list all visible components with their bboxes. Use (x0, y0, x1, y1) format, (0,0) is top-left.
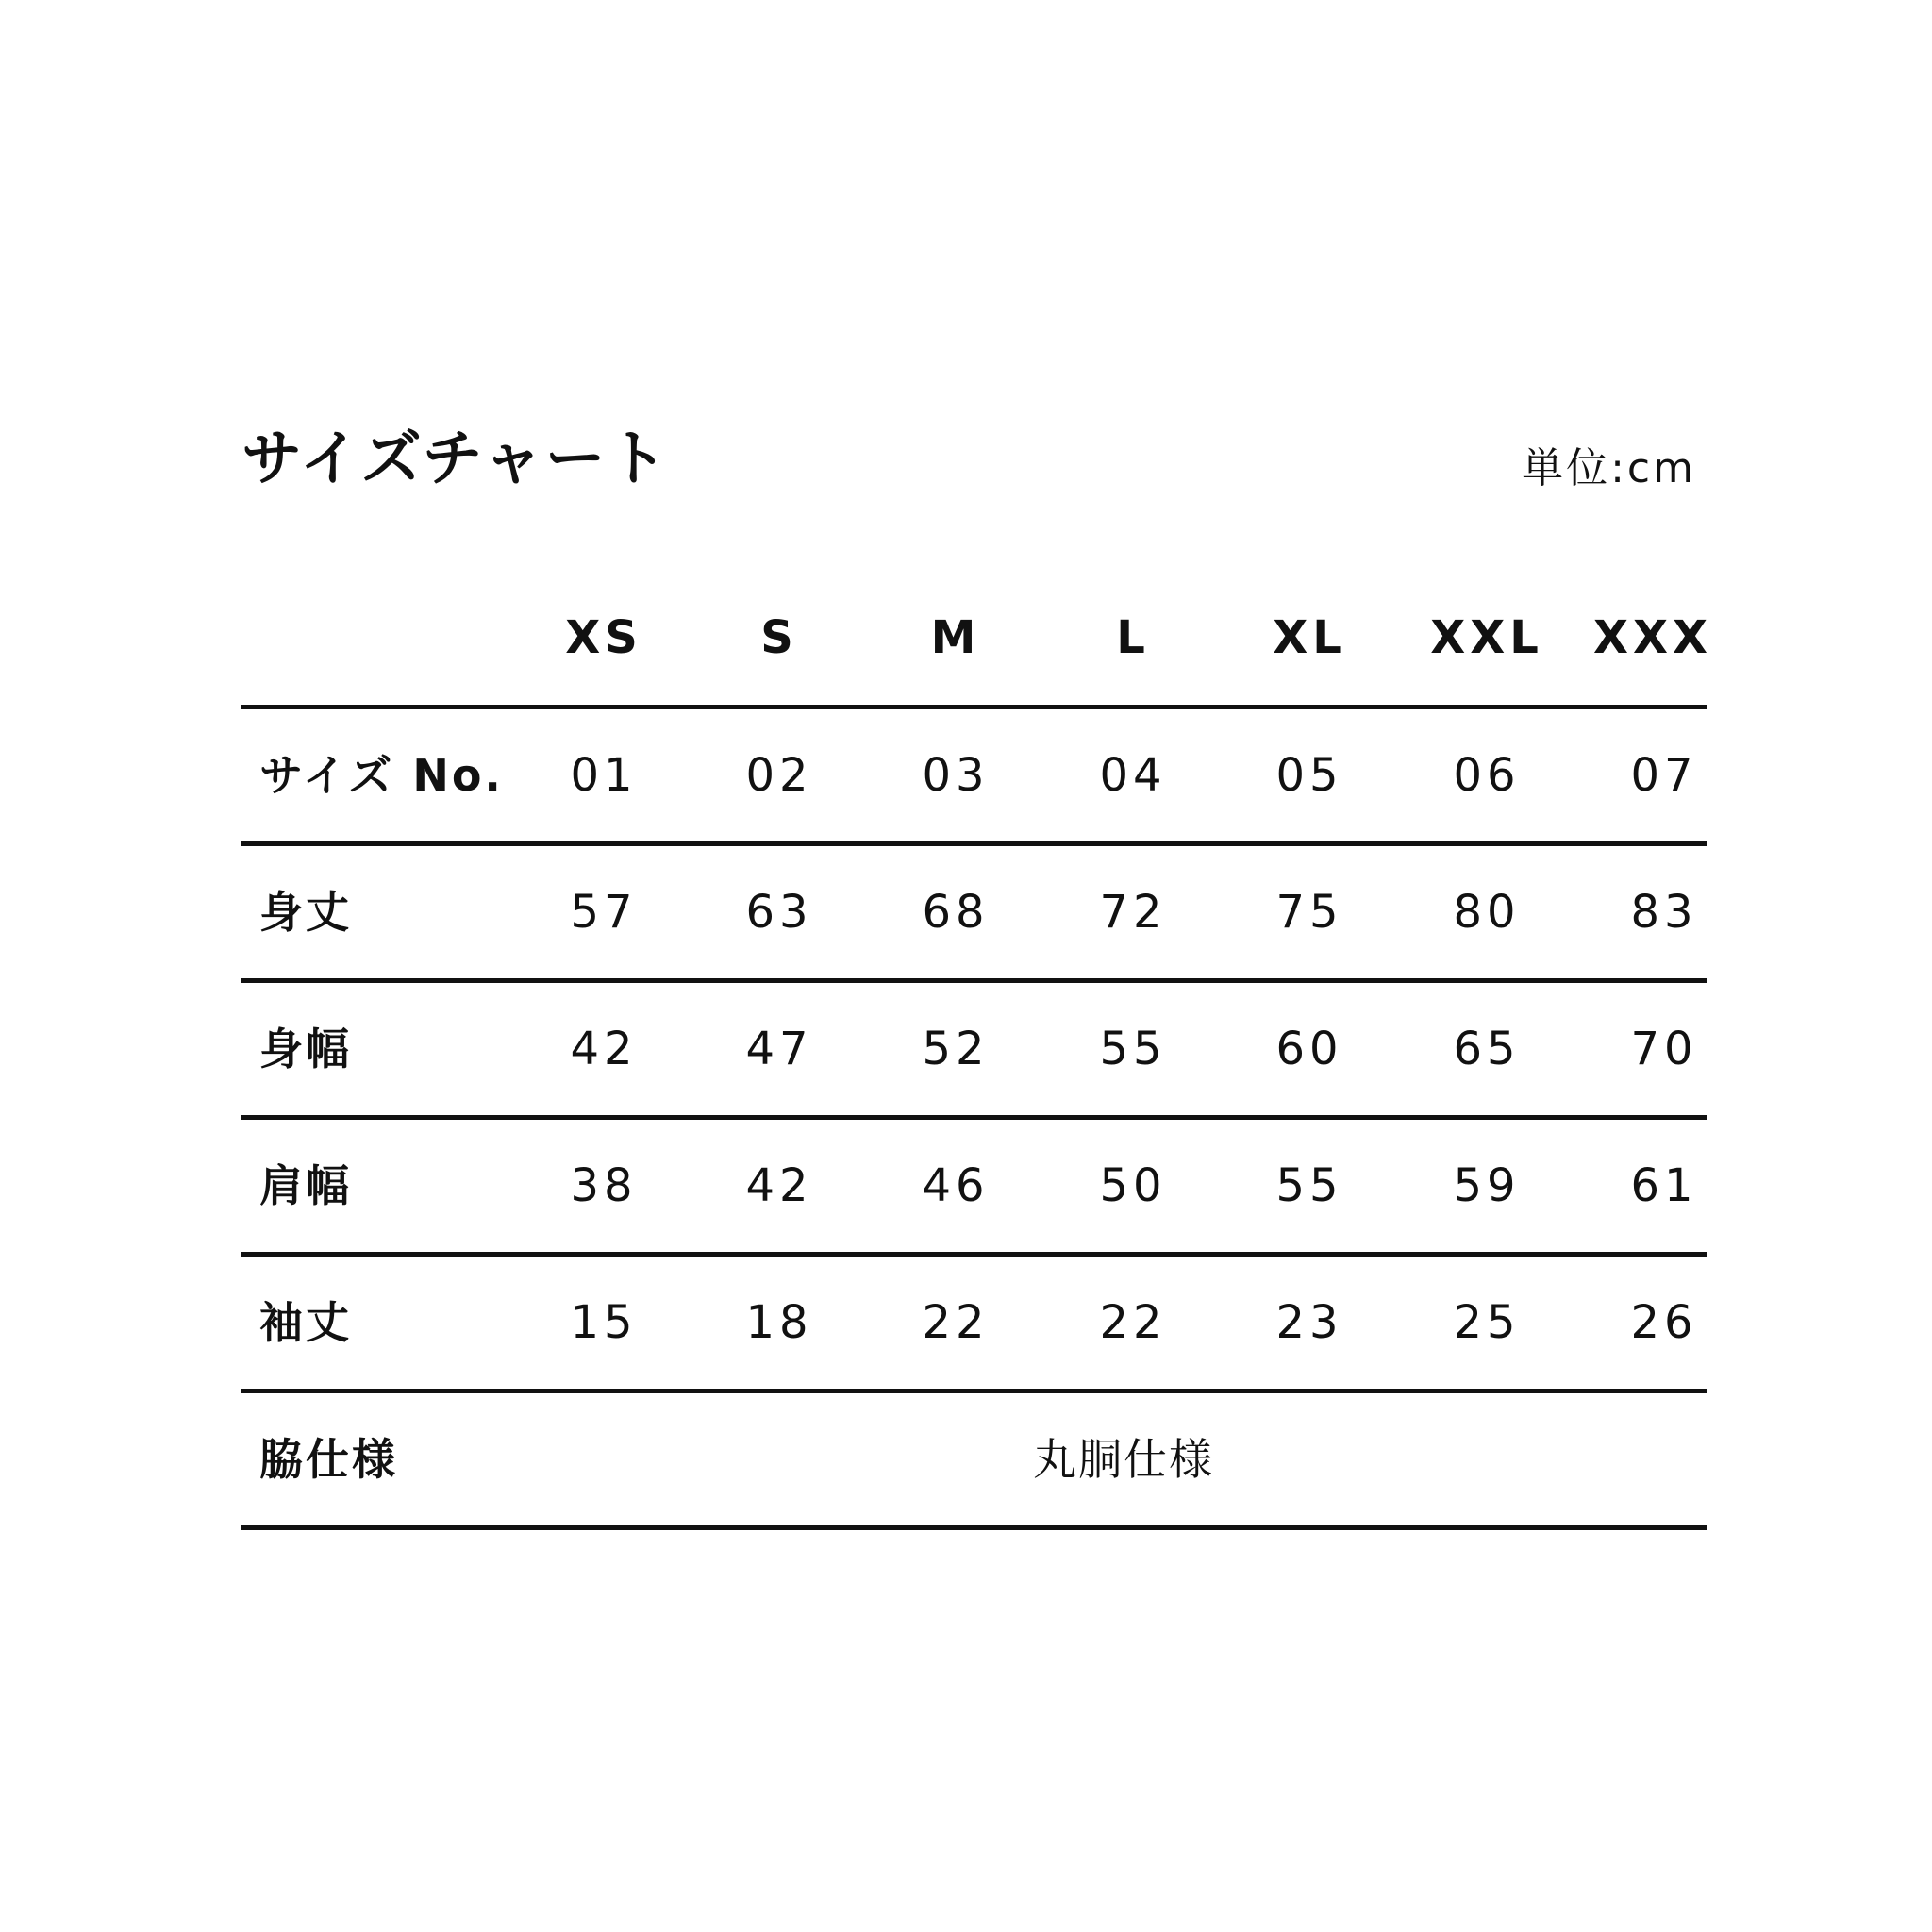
row-label: サイズ No. (259, 750, 504, 801)
table-cell: 80 (1453, 886, 1521, 939)
table-cell: 04 (1099, 749, 1167, 802)
row-label: 身幅 (259, 1024, 352, 1074)
size-header-l: L (1116, 611, 1150, 664)
table-cell: 47 (745, 1023, 813, 1075)
table-cell: 52 (922, 1023, 990, 1075)
table-cell: 22 (922, 1296, 990, 1349)
table-cell: 65 (1453, 1023, 1521, 1075)
table-cell: 72 (1099, 886, 1167, 939)
table-cell: 75 (1275, 886, 1343, 939)
size-header-xxx: XXX (1592, 611, 1713, 664)
table-cell: 70 (1630, 1023, 1698, 1075)
table-cell: 38 (570, 1159, 638, 1212)
table-row-size-number (242, 705, 1707, 841)
table-cell: 61 (1630, 1159, 1698, 1212)
table-cell: 02 (745, 749, 813, 802)
table-cell: 55 (1099, 1023, 1167, 1075)
table-row-shoulder-width (242, 1115, 1707, 1252)
unit-label: 単位:cm (1522, 444, 1696, 492)
table-cell: 23 (1275, 1296, 1343, 1349)
table-cell: 60 (1275, 1023, 1343, 1075)
table-cell: 26 (1630, 1296, 1698, 1349)
table-cell: 25 (1453, 1296, 1521, 1349)
table-cell: 50 (1099, 1159, 1167, 1212)
page-title: サイズチャート (242, 425, 670, 494)
side-spec-value: 丸胴仕様 (1033, 1434, 1214, 1485)
table-cell: 57 (570, 886, 638, 939)
size-header-xs: XS (565, 611, 642, 664)
size-header-xxl: XXL (1430, 611, 1543, 664)
size-header-m: M (930, 611, 981, 664)
table-cell: 22 (1099, 1296, 1167, 1349)
table-cell: 63 (745, 886, 813, 939)
row-label: 袖丈 (259, 1297, 352, 1348)
table-cell: 18 (745, 1296, 813, 1349)
table-cell: 01 (570, 749, 638, 802)
table-cell: 59 (1453, 1159, 1521, 1212)
table-cell: 46 (922, 1159, 990, 1212)
table-cell: 06 (1453, 749, 1521, 802)
table-cell: 83 (1630, 886, 1698, 939)
table-row-side-spec (242, 1389, 1707, 1530)
table-cell: 07 (1630, 749, 1698, 802)
size-header-s: S (760, 611, 798, 664)
table-cell: 05 (1275, 749, 1343, 802)
table-cell: 68 (922, 886, 990, 939)
table-row-sleeve-length (242, 1252, 1707, 1389)
row-label: 脇仕様 (259, 1434, 398, 1485)
table-cell: 42 (570, 1023, 638, 1075)
table-cell: 15 (570, 1296, 638, 1349)
size-header-xl: XL (1273, 611, 1346, 664)
size-chart-table (242, 705, 1707, 1530)
table-cell: 55 (1275, 1159, 1343, 1212)
table-cell: 42 (745, 1159, 813, 1212)
size-header-row (242, 604, 1713, 679)
row-label: 身丈 (259, 887, 352, 938)
table-row-body-width (242, 978, 1707, 1115)
row-label: 肩幅 (259, 1160, 352, 1211)
table-cell: 03 (922, 749, 990, 802)
table-row-body-length (242, 841, 1707, 978)
